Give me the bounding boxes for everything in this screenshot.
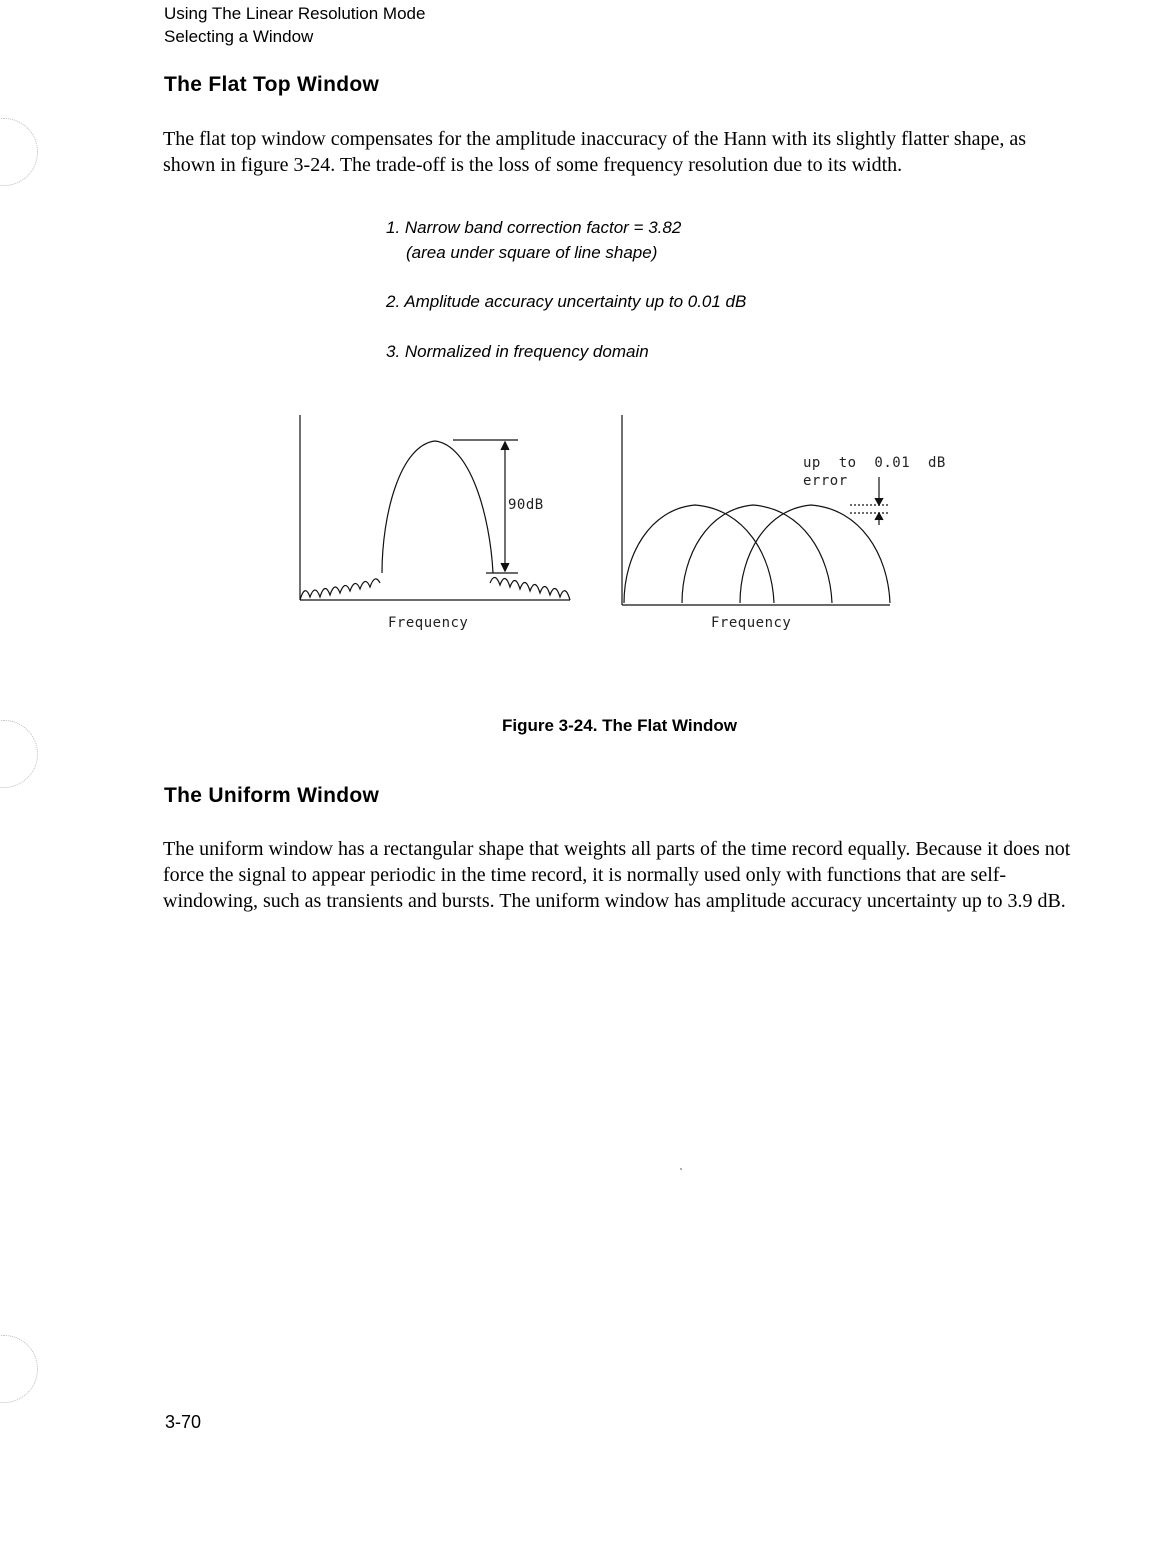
flat-top-heading: The Flat Top Window <box>164 73 380 96</box>
main-lobe <box>382 441 493 573</box>
binder-hole-bottom <box>0 1335 38 1403</box>
right-plot <box>622 415 890 605</box>
figure-graphics <box>290 405 910 645</box>
right-sidelobes <box>490 577 570 600</box>
running-head-section: Selecting a Window <box>164 27 314 46</box>
arrowhead-down-icon <box>875 498 883 505</box>
uniform-paragraph: The uniform window has a rectangular shape that weights all parts of the time record equally. Because it does not force the signal to appear periodic in the time record, it is normally used only with functions that are self-windowing, such as transients and bursts. The uniform window has amplitude accuracy uncertainty up to 3.9 dB. <box>163 838 1071 912</box>
right-plot-annotation-line1: up to 0.01 dB <box>803 455 946 471</box>
filter-shape-1 <box>624 505 774 603</box>
binder-hole-middle <box>0 720 38 788</box>
left-plot-annotation: 90dB <box>508 497 544 513</box>
running-head-chapter: Using The Linear Resolution Mode <box>164 4 426 23</box>
arrowhead-up-icon <box>501 442 509 450</box>
list-item-1: 1. Narrow band correction factor = 3.82 <box>386 218 682 237</box>
list-item-1-note: (area under square of line shape) <box>406 243 658 262</box>
left-plot-xlabel: Frequency <box>388 615 469 631</box>
arrowhead-down-icon <box>501 563 509 571</box>
page-number: 3-70 <box>165 1412 202 1432</box>
left-sidelobes <box>300 579 380 600</box>
right-plot-xlabel: Frequency <box>711 615 792 631</box>
scan-speck <box>680 1168 682 1170</box>
uniform-heading: The Uniform Window <box>164 784 380 807</box>
filter-shape-2 <box>682 505 832 603</box>
list-item-3: 3. Normalized in frequency domain <box>386 342 649 361</box>
figure-caption: Figure 3-24. The Flat Window <box>502 716 738 735</box>
flat-top-paragraph: The flat top window compensates for the amplitude inaccuracy of the Hann with its slightly flatter shape, as shown in figure 3-24. The trade-off is the loss of some frequency resolution due to its width. <box>163 128 1027 176</box>
list-item-2: 2. Amplitude accuracy uncertainty up to 0.01 dB <box>386 292 747 311</box>
right-plot-annotation-line2: error <box>803 473 848 489</box>
binder-hole-top <box>0 118 38 186</box>
running-head <box>164 2 425 48</box>
arrowhead-up-icon <box>875 513 883 520</box>
